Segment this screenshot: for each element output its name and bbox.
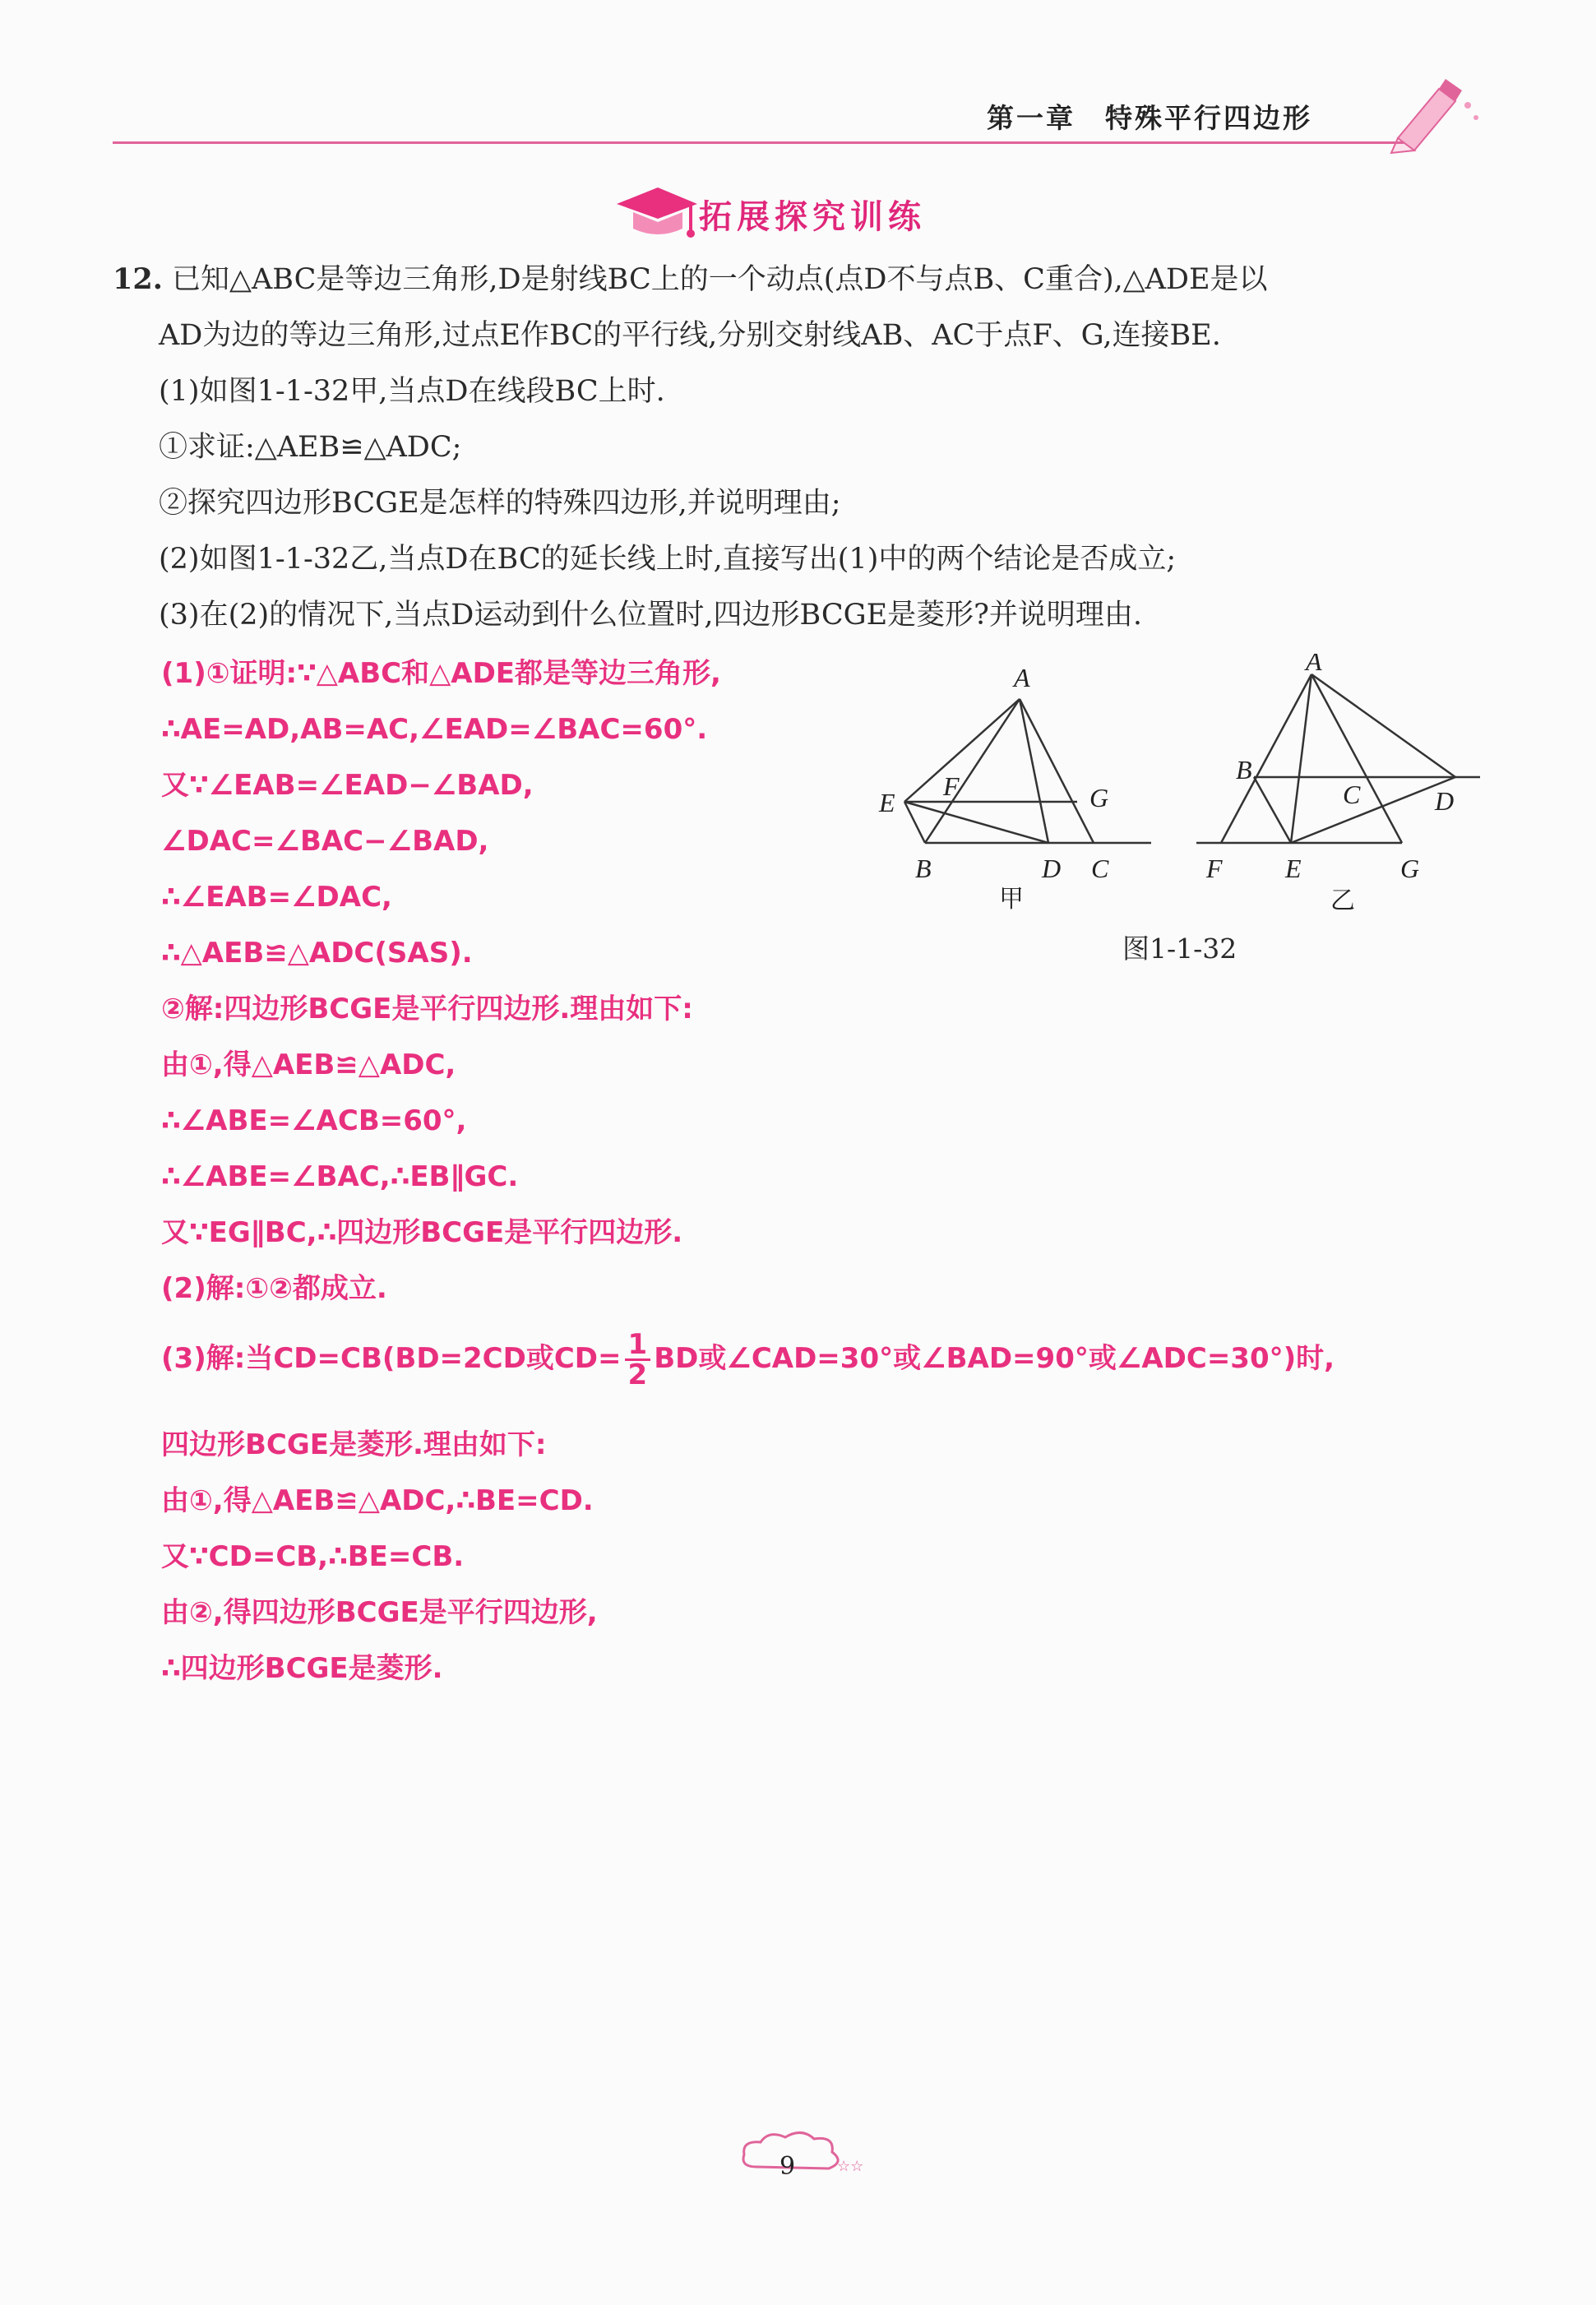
header-divider	[113, 141, 1404, 144]
answer-line: ∴四边形BCGE是菱形.	[161, 1652, 443, 1685]
point-label: E	[879, 788, 895, 817]
figure-left	[904, 699, 1151, 843]
answer-line: (2)解:①②都成立.	[161, 1272, 387, 1305]
answer-line: 又∵∠EAB=∠EAD−∠BAD,	[161, 769, 534, 802]
question-line: (1)如图1-1-32甲,当点D在线段BC上时.	[159, 375, 665, 408]
point-label: D	[1042, 854, 1062, 883]
answer-line: ∴AE=AD,AB=AC,∠EAD=∠BAC=60°.	[161, 713, 708, 746]
point-label: C	[1343, 780, 1361, 809]
answer-line: (1)①证明:∵△ABC和△ADE都是等边三角形,	[161, 657, 721, 690]
question-line: ①求证:△AEB≌△ADC;	[159, 431, 462, 464]
answer-line: 又∵EG∥BC,∴四边形BCGE是平行四边形.	[161, 1216, 683, 1249]
answer-line: ②解:四边形BCGE是平行四边形.理由如下:	[161, 993, 693, 1025]
point-label: F	[1206, 854, 1223, 883]
answer-text: BD或∠CAD=30°或∠BAD=90°或∠ADC=30°)时,	[654, 1342, 1335, 1375]
point-label: B	[915, 854, 932, 883]
question-line	[113, 262, 1268, 298]
question-line: (2)如图1-1-32乙,当点D在BC的延长线上时,直接写出(1)中的两个结论是否成立;	[159, 543, 1177, 576]
page-number: 9	[779, 2152, 796, 2181]
question-number: 12.	[113, 262, 163, 296]
question-line: AD为边的等边三角形,过点E作BC的平行线,分别交射线AB、AC于点F、G,连接BE.	[159, 319, 1221, 352]
point-label: A	[1306, 654, 1322, 676]
question-line: (3)在(2)的情况下,当点D运动到什么位置时,四边形BCGE是菱形?并说明理由.	[159, 599, 1143, 632]
fraction-numerator: 1	[625, 1331, 651, 1361]
point-label: D	[1435, 786, 1455, 816]
svg-text:☆☆: ☆☆	[837, 2158, 863, 2175]
answer-line-fraction	[161, 1328, 1335, 1391]
answer-line: 由①,得△AEB≌△ADC,∴BE=CD.	[161, 1484, 594, 1517]
answer-line: 由②,得四边形BCGE是平行四边形,	[161, 1596, 598, 1629]
point-label: G	[1089, 783, 1109, 812]
section-title: 拓展探究训练	[699, 198, 926, 236]
answer-line: 由①,得△AEB≌△ADC,	[161, 1048, 456, 1081]
answer-line: ∠DAC=∠BAC−∠BAD,	[161, 825, 489, 858]
question-line: ②探究四边形BCGE是怎样的特殊四边形,并说明理由;	[159, 487, 841, 520]
answer-text: (3)解:当CD=CB(BD=2CD或CD=	[161, 1342, 622, 1375]
point-label: E	[1285, 854, 1302, 883]
answer-line: 四边形BCGE是菱形.理由如下:	[161, 1428, 547, 1461]
figure-label: 乙	[1330, 887, 1355, 914]
geometry-figure	[867, 654, 1492, 925]
graduation-cap-icon	[608, 181, 699, 243]
chapter-title: 第一章 特殊平行四边形	[987, 102, 1312, 134]
point-label: B	[1236, 755, 1252, 785]
point-label: F	[943, 771, 960, 801]
point-label: A	[1014, 663, 1030, 692]
fraction	[625, 1328, 651, 1391]
answer-line: ∴∠ABE=∠BAC,∴EB∥GC.	[161, 1160, 519, 1193]
answer-line: ∴∠ABE=∠ACB=60°,	[161, 1104, 467, 1137]
cloud-icon	[732, 2126, 863, 2183]
point-label: G	[1400, 854, 1420, 883]
point-label: C	[1091, 854, 1109, 883]
answer-line: 又∵CD=CB,∴BE=CB.	[161, 1540, 465, 1573]
figure-caption: 图1-1-32	[1122, 933, 1237, 965]
answer-line: ∴∠EAB=∠DAC,	[161, 881, 392, 914]
figure-label: 甲	[999, 886, 1024, 913]
fraction-denominator: 2	[627, 1358, 648, 1391]
question-text: 已知△ABC是等边三角形,D是射线BC上的一个动点(点D不与点B、C重合),△ADE是以	[172, 263, 1268, 296]
answer-line: ∴△AEB≌△ADC(SAS).	[161, 937, 473, 970]
